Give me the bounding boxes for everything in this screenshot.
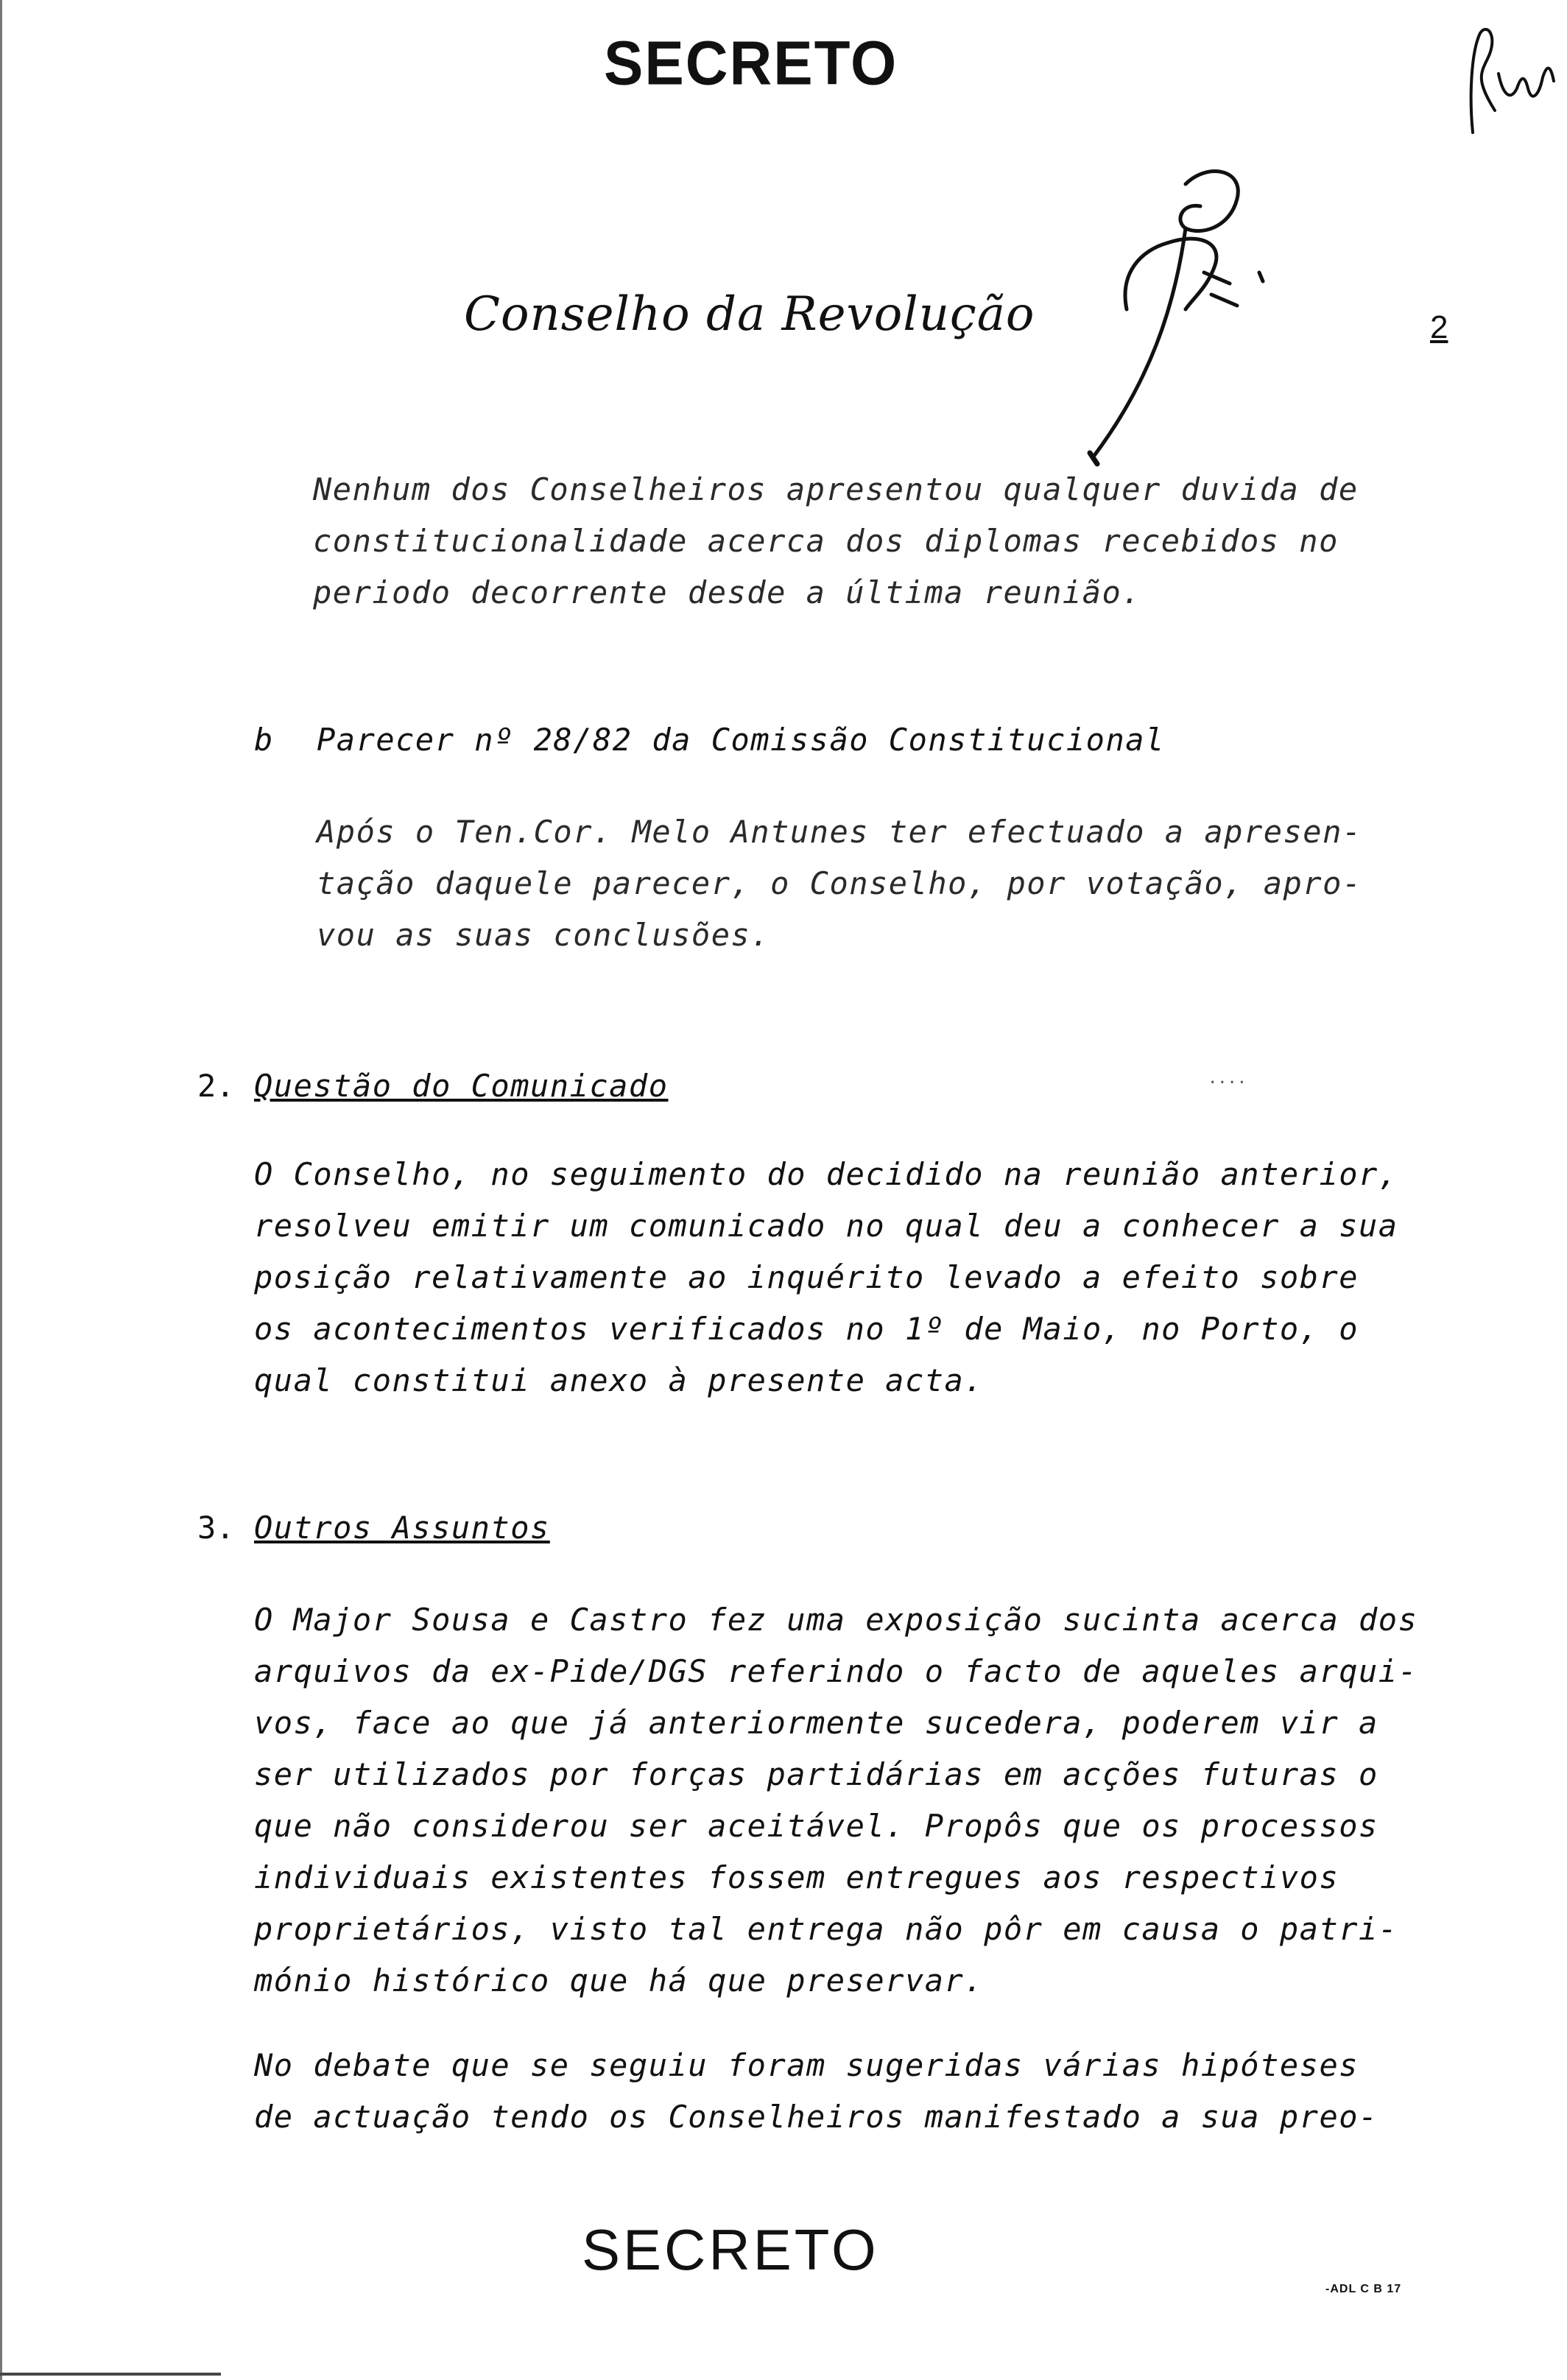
section-3-number: 3. xyxy=(197,1510,235,1546)
item-b-title: Parecer nº 28/82 da Comissão Constitucional xyxy=(317,722,1165,758)
section-2-margin-note: .... xyxy=(1208,1069,1247,1088)
letterhead-title: Conselho da Revolução xyxy=(464,287,1035,342)
section-2-title: Questão do Comunicado xyxy=(254,1068,669,1104)
section-3-title: Outros Assuntos xyxy=(254,1510,550,1546)
paragraph-comunicado: O Conselho, no seguimento do decidido na reunião anterior, resolveu emitir um comunicado no qual deu a conhecer a sua posição relativamente ao inquérito levado a efeito sobre os acontecimentos verificados no 1º de Maio, no Porto, o qual constitui anexo à presente acta. xyxy=(254,1156,1398,1398)
paragraph-constitutionality: Nenhum dos Conselheiros apresentou qualquer duvida de constitucionalidade acerca dos diplomas recebidos no periodo decorrente desde a última reunião. xyxy=(313,471,1359,610)
item-b-label: b xyxy=(254,722,273,758)
scan-edge xyxy=(0,0,2,2380)
footer-code: -ADL C B 17 xyxy=(1325,2283,1402,2295)
classification-stamp-top: SECRETO xyxy=(604,28,898,98)
paragraph-arquivos: O Major Sousa e Castro fez uma exposição sucinta acerca dos arquivos da ex-Pide/DGS referindo o facto de aqueles arqui- vos, face ao que já anteriormente sucedera, poderem vir a ser utilizados por forças partidárias em acções futuras o que não considerou ser aceitável. Propôs que os processos individuais existentes fossem entregues aos respectivos proprietários, visto tal entrega não pôr em causa o patri- mónio histórico que há que preservar. xyxy=(254,1602,1418,1999)
paragraph-parecer: Após o Ten.Cor. Melo Antunes ter efectuado a apresen- tação daquele parecer, o Conselho, por votação, apro- vou as suas conclusões. xyxy=(317,814,1362,953)
page-number: 2 xyxy=(1430,309,1448,345)
section-2-number: 2. xyxy=(197,1068,235,1104)
scan-edge-bottom xyxy=(0,2373,221,2376)
handwritten-signature xyxy=(1038,162,1318,471)
classification-stamp-bottom: SECRETO xyxy=(582,2217,879,2282)
handwritten-initials xyxy=(1458,22,1561,140)
paragraph-debate: No debate que se seguiu foram sugeridas várias hipóteses de actuação tendo os Conselheiros manifestado a sua preo- xyxy=(254,2047,1378,2135)
